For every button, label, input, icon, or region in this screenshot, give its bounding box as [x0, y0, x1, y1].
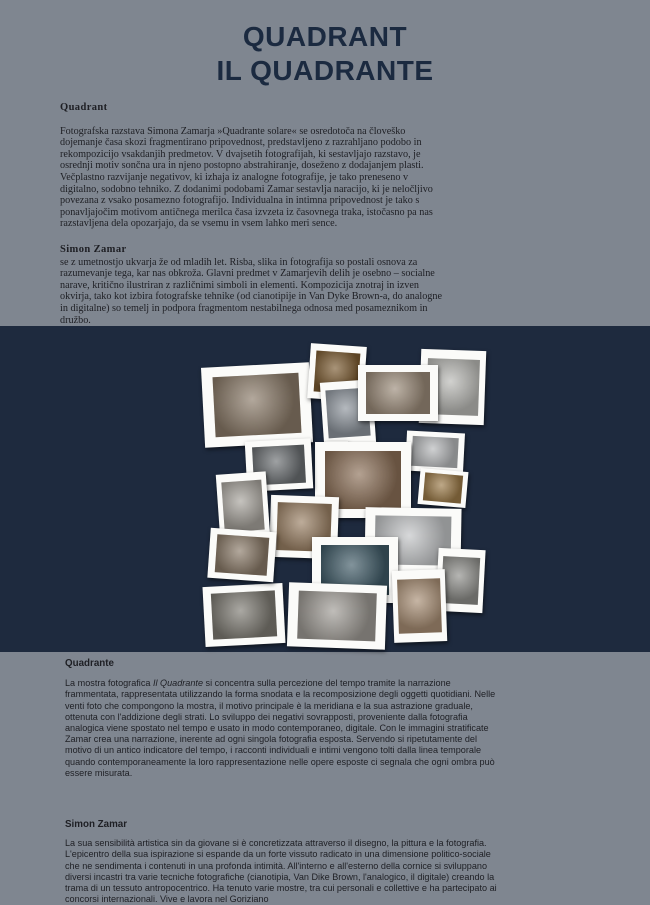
text-line: Zamar crea una narrazione, inerente ad ogni singola fotografia esposta. Servendo si ripetutamente del [65, 734, 477, 745]
title-line-1: QUADRANT [242, 21, 408, 52]
text-line: trama di un tessuto antropocentrico. Ha tenuto varie mostre, tra cui personali e collettive e ha partecipato ai [65, 883, 497, 894]
text-line: frammentata, rappresentata utilizzando la forma snodata e la recomposizione degli oggetti quotidiani. Nelle [65, 689, 496, 700]
text-line: venti foto che compongono la mostra, il motivo principale è la meridiana e la sua astrazione graduale, [65, 700, 473, 711]
hand-shadow-photo [207, 528, 276, 582]
italian-paragraph [65, 678, 595, 779]
text-line: rekompozicijo vsakdanjih predmetov. V dvajsetih fotografijah, ki sestavljajo razstavo, je [60, 148, 421, 160]
text-line: razumevanje tega, kar nas obkroža. Glavni predmet v Zamarjevih delih je osebno – socialne [60, 268, 435, 280]
text-line: narave, kritično ilustriran z različnimi simboli in elementi. Kompozicija znotraj in izven [60, 279, 419, 291]
italian-section [65, 658, 595, 905]
armillary-photo [202, 583, 285, 647]
text-line: concorsi internazionali. Vive e lavora nel Goriziano [65, 894, 269, 905]
text-line: Fotografska razstava Simona Zamarja »Quadrante solare« se osredotoča na človeško [60, 125, 406, 137]
text-line: povezana z vsako posamezno fotografijo. Individualna in intimna pripovednost je tako s [60, 195, 420, 207]
slovenian-paragraph [60, 126, 600, 230]
text-line: razstavljena dela opozarjajo, da se vsemu in vsem lahko meri sence. [60, 218, 338, 230]
text-line: che ne sendimenta i contenuti in una profonda intimità. All'interno e all'esterno della cornice si sviluppano [65, 860, 488, 871]
slovenian-author-heading: Simon Zamar [60, 243, 127, 255]
text-line: dojemanje časa skozi fragmentirano pripovednost, predstavljeno z razrahljano podobo in [60, 137, 422, 149]
text-line: analogica viene spostato nel tempo e usato in modo contemporaneo, digitale. Con le immagini stratificate [65, 723, 489, 734]
text-line: digitalno, sodobno tehniko. Z dodanimi podobami Zamar sestavlja naracijo, ki je neločljivo [60, 183, 433, 195]
text-line: essere misurata. [65, 767, 133, 778]
text-line: ponavljajočim motivom antičnega merilca časa izvzeta iz časovnega traka, istočasno pa nas [60, 206, 433, 218]
italian-author-heading: Simon Zamar [65, 819, 128, 831]
text-line: diversi incastri tra varie tecniche fotografiche (cianotipia, Van Dike Brown, l'analogico, il digitale) creando la [65, 871, 495, 882]
text-line: in digitalne) so temelj in podpora fragmentom nestabilnega odnosa med posameznikom in [60, 302, 428, 314]
text-line: Večplastno razvijanje negativov, ki izhaja iz analogne fotografije, je tako preneseno v [60, 171, 409, 183]
text-line: ottenuta con l'addizione degli strati. Lo sviluppo dei negativi sovrapposti, proveniente dalla fotografia [65, 711, 468, 722]
pillar-stone-photo [392, 569, 447, 643]
amber-shell-photo [418, 468, 469, 508]
text-line: motivo di un antico indicatore del tempo, i racconti individuali e intimi vengono tolti dalla linea temporale [65, 745, 482, 756]
hand-shadow-photo [201, 362, 313, 448]
text-line: L'epicentro della sua ispirazione si espande da un forte vissuto radicato in una dimensione politico-sociale [65, 849, 491, 860]
title-line-2: IL QUADRANTE [216, 55, 434, 86]
text-line: quando contemporaneamente la loro rappresentazione nelle opere esposte ci segnala che ogni ombra può [65, 756, 495, 767]
table-objects-photo [358, 365, 438, 421]
hands-figure-photo [405, 431, 465, 474]
italian-author-paragraph [65, 838, 595, 905]
italian-heading: Quadrante [65, 658, 114, 669]
cracked-landscape-photo [287, 582, 387, 649]
text-line: La mostra fotografica Il Quadrante si concentra sulla percezione del tempo tramite la narrazione [65, 678, 451, 689]
slovenian-section [60, 102, 600, 349]
text-line: se z umetnostjo ukvarja že od mladih let. Risba, slika in fotografija so postali osnova za [60, 256, 418, 268]
text-line: osrednji motiv sončna ura in njeno postopno abstrahiranje, doseženo z dodajanjem plasti. [60, 160, 424, 172]
text-line: družbo. [60, 314, 91, 326]
text-line: okvirja, tako kot izbira fotografske tehnike (od cianotipije in Van Dyke Brown-a, do analogne [60, 291, 443, 303]
slovenian-heading: Quadrant [60, 102, 108, 113]
text-line: La sua sensibilità artistica sin da giovane si è concretizzata attraverso il disegno, la pittura e la fotografia. [65, 838, 487, 849]
exhibition-title-italic: Il Quadrante [152, 678, 203, 689]
photo-collage-band [0, 326, 650, 652]
page-title [0, 20, 650, 88]
